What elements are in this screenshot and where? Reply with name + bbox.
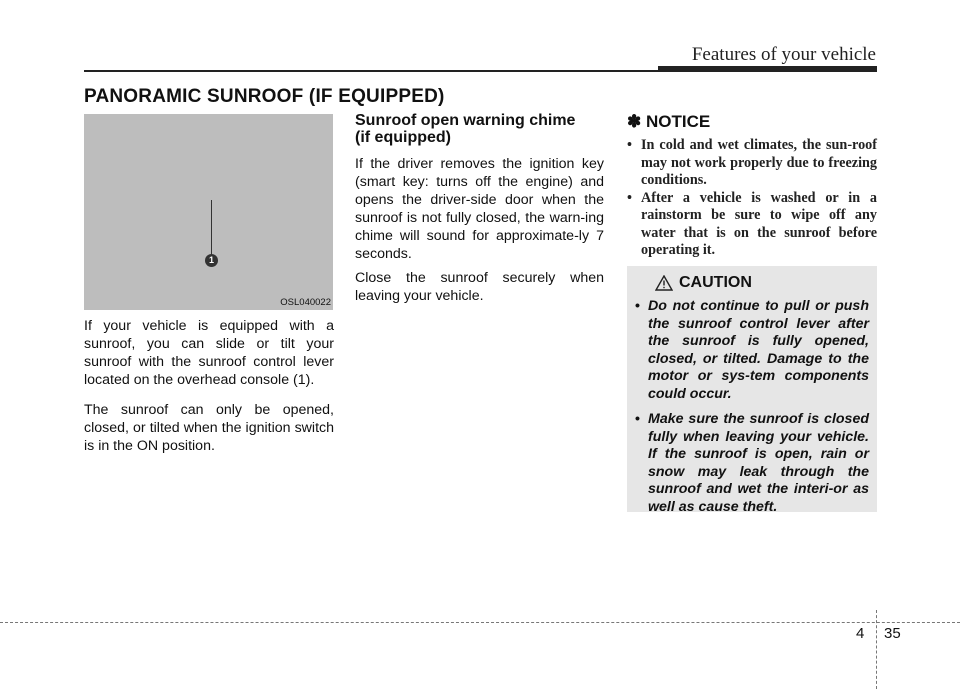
chapter-number: 4 bbox=[856, 625, 865, 642]
footer-rule bbox=[0, 622, 960, 623]
warning-chime-section bbox=[355, 112, 604, 311]
chime-paragraph: If the driver removes the ignition key (smart key: turns off the engine) and opens the driver-side door when the sunroof is not fully closed, the warn-ing chime will sound for approximate-ly 7 seconds. bbox=[355, 156, 604, 262]
caution-title: CAUTION bbox=[679, 274, 752, 291]
caution-item: • Make sure the sunroof is closed fully when leaving your vehicle. If the sunroof is open, rain or snow may leak through the sunroof and wet the interi-or as well as cause theft. bbox=[635, 411, 869, 515]
notice-list bbox=[627, 137, 877, 260]
intro-paragraph: The sunroof can only be opened, closed, or tilted when the ignition switch is in the ON position. bbox=[84, 402, 334, 454]
caution-header bbox=[655, 274, 752, 292]
notice-item: • After a vehicle is washed or in a rainstorm be sure to wipe off any water that is on the sunroof before operating it. bbox=[627, 189, 877, 258]
figure-code: OSL040022 bbox=[280, 297, 331, 308]
callout-marker: 1 bbox=[205, 254, 218, 267]
chime-paragraph: Close the sunroof securely when leaving your vehicle. bbox=[355, 270, 604, 304]
notice-item: • In cold and wet climates, the sun-roof may not work properly due to freezing conditions. bbox=[627, 137, 877, 188]
warning-triangle-icon bbox=[655, 275, 673, 291]
notice-section bbox=[627, 112, 877, 260]
caution-list bbox=[635, 298, 869, 524]
sunroof-figure bbox=[84, 114, 333, 310]
header-rule-accent bbox=[658, 66, 877, 72]
intro-paragraph: If your vehicle is equipped with a sunroof, you can slide or tilt your sunroof with the sunroof control lever located on the overhead console (1). bbox=[84, 318, 334, 388]
caution-box bbox=[627, 266, 877, 515]
page-separator bbox=[876, 610, 877, 689]
caution-item: • Do not continue to pull or push the sunroof control lever after the sunroof is fully opened, closed, or tilted. Damage to the motor or sys-tem components could occur. bbox=[635, 298, 869, 402]
running-header: Features of your vehicle bbox=[691, 44, 876, 65]
intro-text bbox=[84, 317, 334, 467]
section-title: PANORAMIC SUNROOF (IF EQUIPPED) bbox=[84, 86, 445, 107]
notice-title: ✽ NOTICE bbox=[627, 112, 711, 131]
notice-icon: ✽ bbox=[627, 112, 642, 131]
subsection-title: Sunroof open warning chime (if equipped) bbox=[355, 112, 576, 146]
page-number: 35 bbox=[884, 625, 901, 642]
